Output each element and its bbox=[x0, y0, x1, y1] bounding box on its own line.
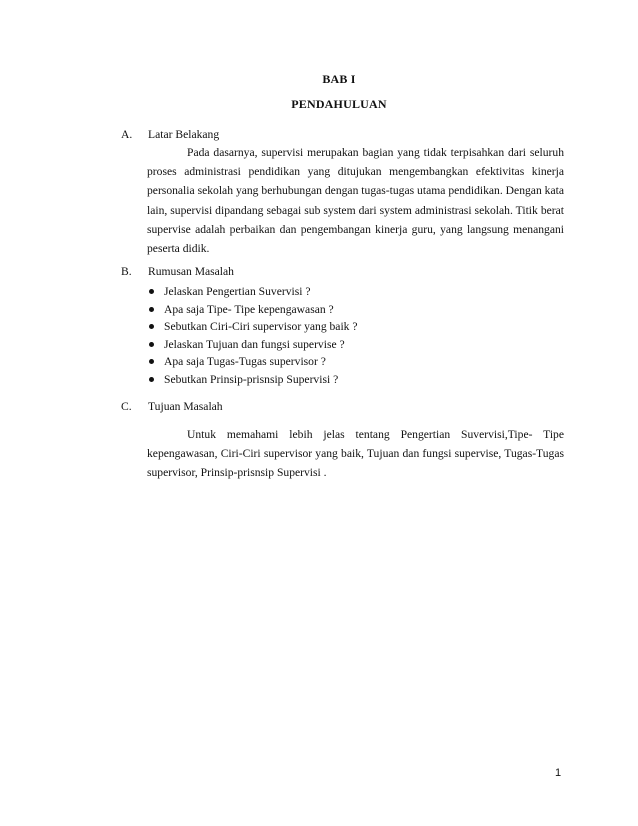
section-a-paragraph bbox=[147, 143, 564, 258]
section-b-heading bbox=[121, 264, 234, 280]
chapter-heading: BAB I bbox=[322, 72, 356, 86]
list-item: Apa saja Tipe- Tipe kepengawasan ? bbox=[147, 301, 358, 319]
list-item: Sebutkan Prinsip-prisnsip Supervisi ? bbox=[147, 371, 358, 389]
section-c-text: Untuk memahami lebih jelas tentang Pengertian Suvervisi,Tipe- Tipe kepengawasan, Ciri-Ciri supervisor yang baik, Tujuan dan fungsi supervise, Tugas-Tugas supervisor, Prinsip-prisnsip Supervisi . bbox=[147, 428, 564, 480]
page-number: 1 bbox=[555, 767, 562, 779]
section-b-title: Rumusan Masalah bbox=[148, 265, 234, 278]
section-c-title: Tujuan Masalah bbox=[148, 400, 223, 413]
section-a-heading bbox=[121, 127, 219, 143]
section-a-text: Pada dasarnya, supervisi merupakan bagian yang tidak terpisahkan dari seluruh proses administrasi pendidikan yang ditujukan mengembangkan efektivitas kinerja personalia sekolah yang berhubungan dengan tugas-tugas utama pendidikan. Dengan kata lain, supervisi dipandang sebagai sub system dari system administrasi sekolah. Titik berat supervise adalah perbaikan dan pengembangan kinerja guru, yang langsung menangani peserta didik. bbox=[147, 146, 564, 256]
bullet-icon bbox=[149, 342, 154, 347]
section-c-paragraph bbox=[147, 425, 564, 483]
list-item: Jelaskan Pengertian Suvervisi ? bbox=[147, 283, 358, 301]
section-a-letter: A. bbox=[121, 128, 133, 141]
list-item: Jelaskan Tujuan dan fungsi supervise ? bbox=[147, 336, 358, 354]
section-c-letter: C. bbox=[121, 400, 132, 413]
chapter-title: PENDAHULUAN bbox=[291, 97, 387, 111]
section-b-letter: B. bbox=[121, 265, 132, 278]
problem-list bbox=[147, 283, 358, 389]
section-c-heading bbox=[121, 399, 223, 415]
list-item: Apa saja Tugas-Tugas supervisor ? bbox=[147, 353, 358, 371]
bullet-icon bbox=[149, 289, 154, 294]
bullet-icon bbox=[149, 359, 154, 364]
bullet-icon bbox=[149, 324, 154, 329]
bullet-icon bbox=[149, 307, 154, 312]
section-a-title: Latar Belakang bbox=[148, 128, 220, 141]
bullet-icon bbox=[149, 377, 154, 382]
list-item: Sebutkan Ciri-Ciri supervisor yang baik ? bbox=[147, 318, 358, 336]
